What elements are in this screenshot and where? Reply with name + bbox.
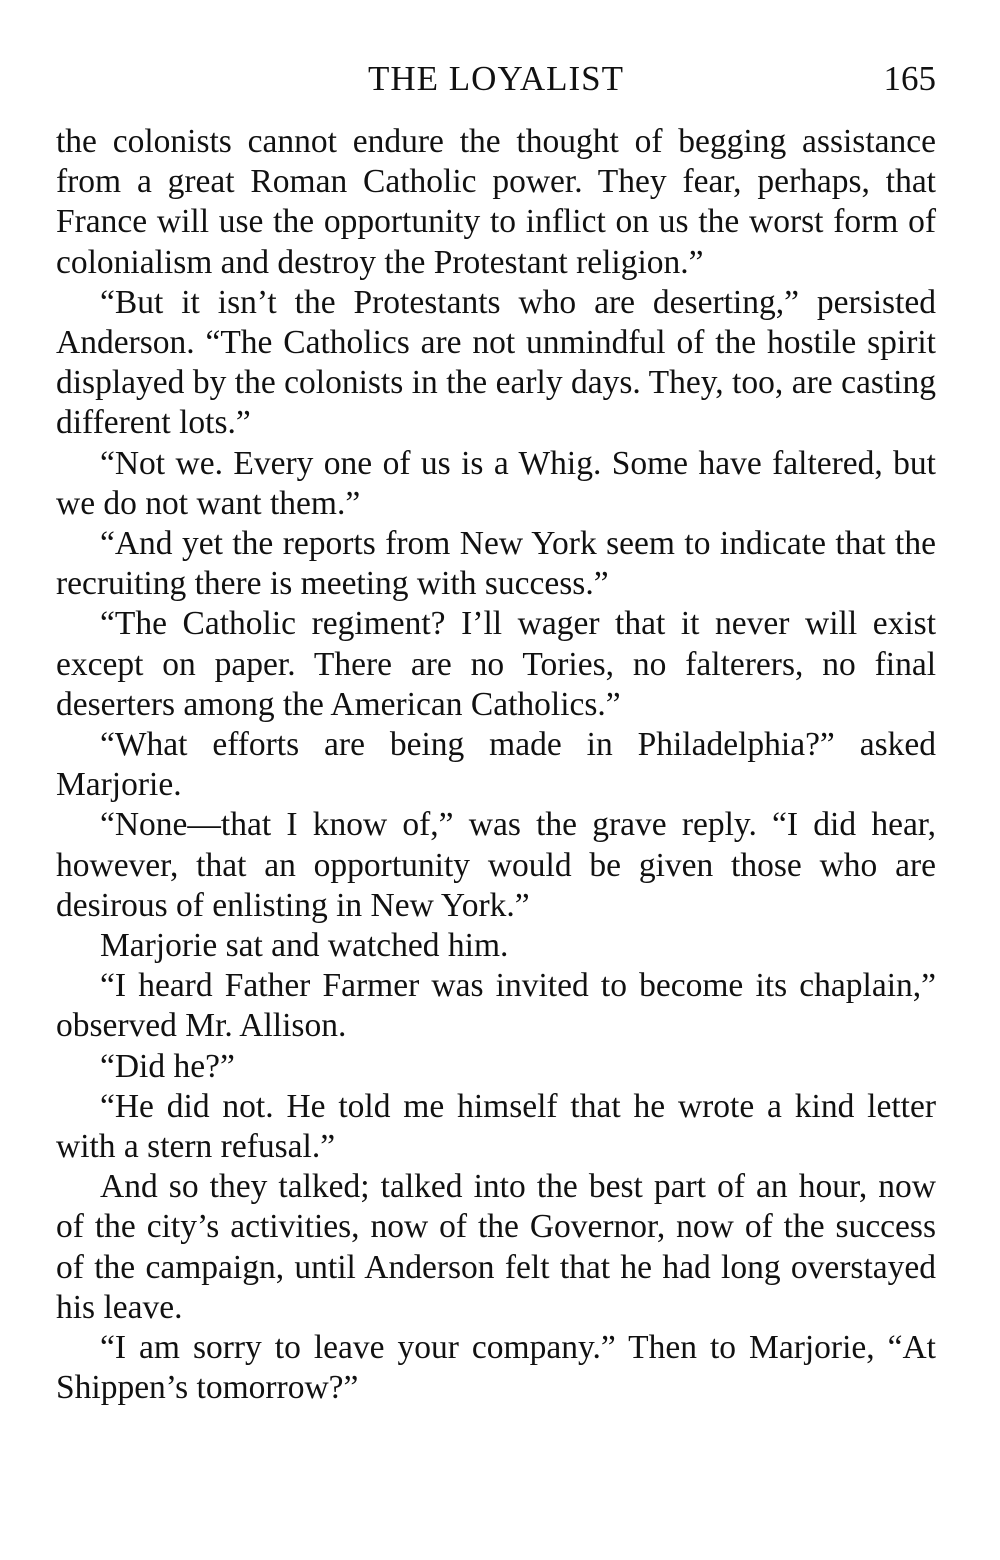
paragraph: “I am sorry to leave your company.” Then to Marjorie, “At Shippen’s tomorrow?” <box>56 1329 936 1407</box>
paragraph: Marjorie sat and watched him. <box>100 927 509 965</box>
paragraph: “And yet the reports from New York seem to indicate that the recruiting there is meeting with success.” <box>56 525 936 603</box>
paragraph: “None—that I know of,” was the grave reply. “I did hear, however, that an opportunity would be given those who are desirous of enlisting in New York.” <box>56 806 936 924</box>
paragraph: “I heard Father Farmer was invited to become its chaplain,” observed Mr. Allison. <box>56 967 936 1045</box>
page-number: 165 <box>883 59 936 98</box>
paragraph: “Did he?” <box>100 1047 235 1085</box>
paragraph: “The Catholic regiment? I’ll wager that it never will exist except on paper. There are no Tories, no falterers, no final deserters among the American Catholics.” <box>56 605 936 723</box>
paragraph: “Not we. Every one of us is a Whig. Some have faltered, but we do not want them.” <box>56 444 936 522</box>
paragraph-continued: the colonists cannot endure the thought of begging assistance from a great Roman Catholic power. They fear, perhaps, that France will use the opportunity to inflict on us the worst form of colonialism and destroy the Protestant religion.” <box>56 123 936 281</box>
body-text <box>56 122 936 1409</box>
running-head <box>56 54 936 104</box>
paragraph: “But it isn’t the Protestants who are deserting,” persisted Anderson. “The Catholics are not unmindful of the hostile spirit displayed by the colonists in the early days. They, too, are casting different lots.” <box>56 283 936 442</box>
paragraph: And so they talked; talked into the best part of an hour, now of the city’s activities, now of the Governor, now of the success of the campaign, until Anderson felt that he had long overstayed his leave. <box>56 1168 936 1326</box>
running-title: THE LOYALIST <box>368 59 624 98</box>
paragraph: “He did not. He told me himself that he wrote a kind letter with a stern refusal.” <box>56 1087 936 1166</box>
paragraph: “What efforts are being made in Philadelphia?” asked Marjorie. <box>56 726 936 804</box>
